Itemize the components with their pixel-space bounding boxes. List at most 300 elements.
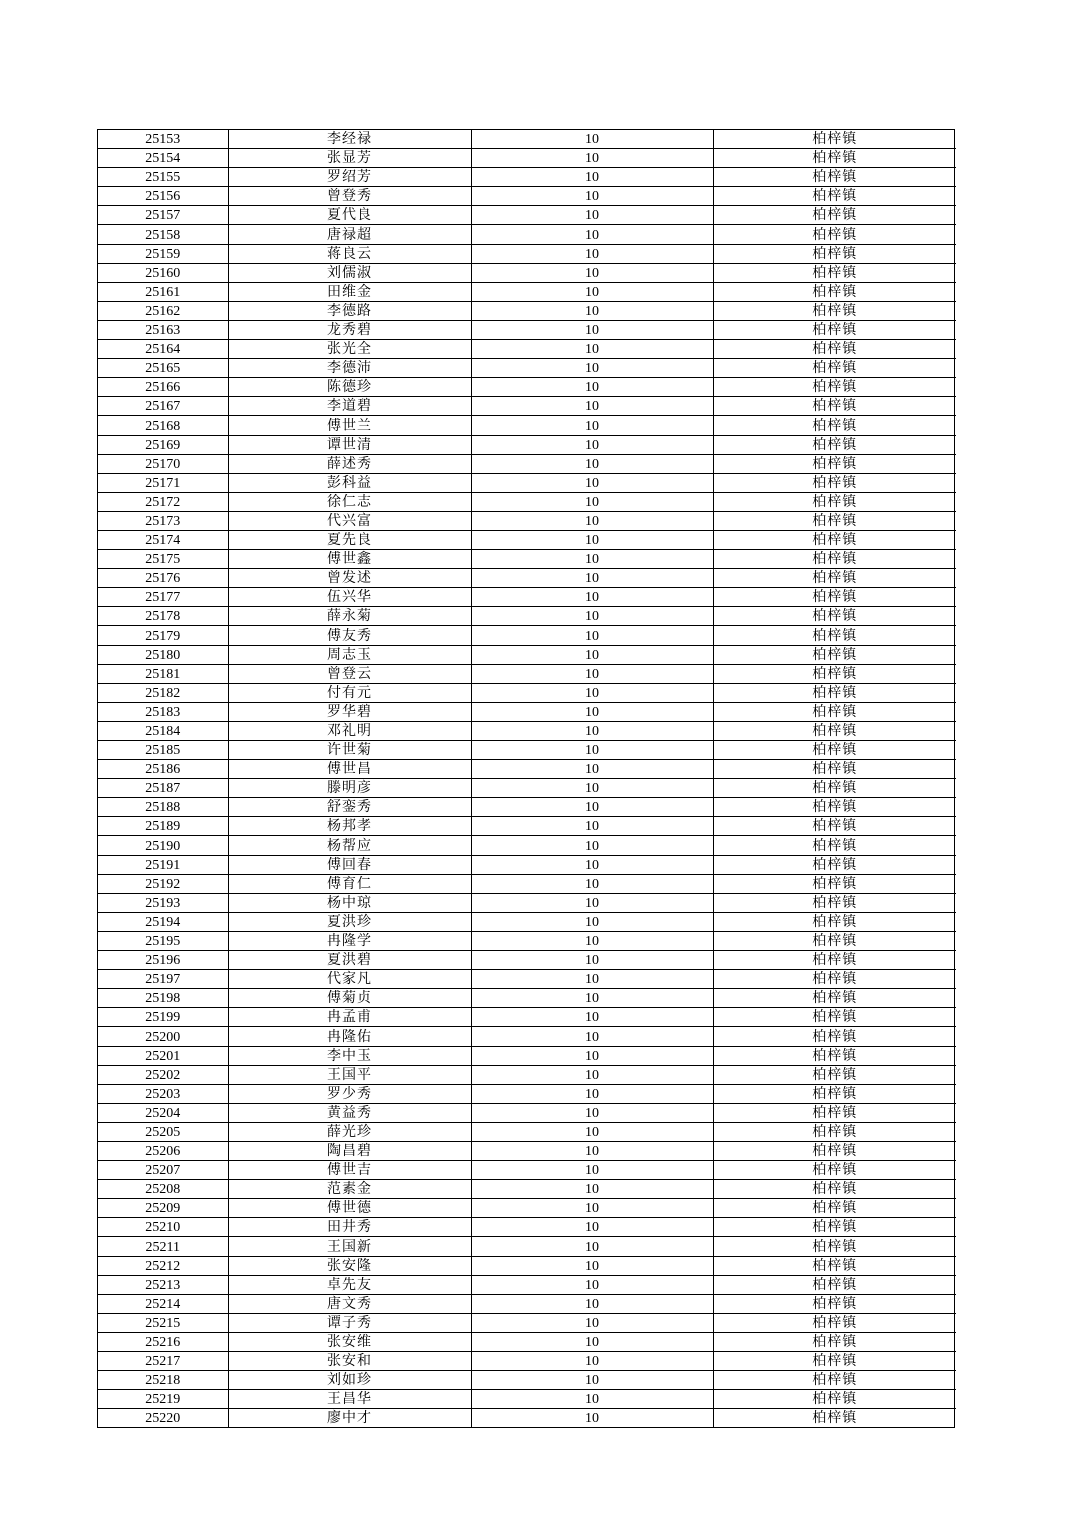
name-cell: 夏先良 bbox=[228, 530, 471, 549]
amount-cell: 10 bbox=[471, 225, 713, 244]
table-row bbox=[98, 1332, 956, 1351]
town-cell: 柏梓镇 bbox=[713, 1256, 956, 1275]
id-cell: 25194 bbox=[98, 912, 228, 931]
name-cell: 傅世德 bbox=[228, 1199, 471, 1218]
id-cell: 25212 bbox=[98, 1256, 228, 1275]
town-cell: 柏梓镇 bbox=[713, 1141, 956, 1160]
amount-cell: 10 bbox=[471, 1237, 713, 1256]
town-cell: 柏梓镇 bbox=[713, 989, 956, 1008]
table-row bbox=[98, 454, 956, 473]
amount-cell: 10 bbox=[471, 836, 713, 855]
table-row bbox=[98, 683, 956, 702]
amount-cell: 10 bbox=[471, 779, 713, 798]
id-cell: 25199 bbox=[98, 1008, 228, 1027]
name-cell: 付有元 bbox=[228, 683, 471, 702]
id-cell: 25171 bbox=[98, 473, 228, 492]
name-cell: 代兴富 bbox=[228, 511, 471, 530]
name-cell: 伍兴华 bbox=[228, 588, 471, 607]
id-cell: 25158 bbox=[98, 225, 228, 244]
id-cell: 25217 bbox=[98, 1352, 228, 1371]
town-cell: 柏梓镇 bbox=[713, 893, 956, 912]
name-cell: 李经禄 bbox=[228, 130, 471, 149]
name-cell: 许世菊 bbox=[228, 741, 471, 760]
amount-cell: 10 bbox=[471, 912, 713, 931]
town-cell: 柏梓镇 bbox=[713, 817, 956, 836]
town-cell: 柏梓镇 bbox=[713, 588, 956, 607]
amount-cell: 10 bbox=[471, 1275, 713, 1294]
amount-cell: 10 bbox=[471, 1371, 713, 1390]
amount-cell: 10 bbox=[471, 378, 713, 397]
amount-cell: 10 bbox=[471, 130, 713, 149]
town-cell: 柏梓镇 bbox=[812, 1411, 858, 1427]
town-cell: 柏梓镇 bbox=[713, 1027, 956, 1046]
name-cell: 唐禄超 bbox=[228, 225, 471, 244]
id-cell: 25174 bbox=[98, 530, 228, 549]
amount-cell: 10 bbox=[471, 1180, 713, 1199]
data-table-frame bbox=[97, 129, 955, 1428]
amount-cell: 10 bbox=[471, 1332, 713, 1351]
amount-cell: 10 bbox=[471, 951, 713, 970]
id-cell: 25219 bbox=[98, 1390, 228, 1409]
name-cell: 傅回春 bbox=[228, 855, 471, 874]
amount-cell: 10 bbox=[471, 550, 713, 569]
table-row bbox=[98, 1008, 956, 1027]
id-cell: 25180 bbox=[98, 645, 228, 664]
id-cell: 25161 bbox=[98, 282, 228, 301]
name-cell: 徐仁志 bbox=[228, 492, 471, 511]
table-row bbox=[98, 320, 956, 339]
table-row bbox=[98, 626, 956, 645]
id-cell: 25166 bbox=[98, 378, 228, 397]
id-cell: 25201 bbox=[98, 1046, 228, 1065]
town-cell: 柏梓镇 bbox=[713, 1161, 956, 1180]
amount-cell: 10 bbox=[471, 760, 713, 779]
table-row bbox=[98, 989, 956, 1008]
table-row bbox=[98, 244, 956, 263]
name-cell: 刘如珍 bbox=[228, 1371, 471, 1390]
name-cell: 罗少秀 bbox=[228, 1084, 471, 1103]
name-cell: 田井秀 bbox=[228, 1218, 471, 1237]
amount-cell: 10 bbox=[471, 970, 713, 989]
table-row bbox=[98, 1161, 956, 1180]
town-cell: 柏梓镇 bbox=[713, 149, 956, 168]
id-cell: 25198 bbox=[98, 989, 228, 1008]
amount-cell: 10 bbox=[471, 435, 713, 454]
id-cell: 25153 bbox=[98, 130, 228, 149]
table-row bbox=[98, 511, 956, 530]
id-cell: 25213 bbox=[98, 1275, 228, 1294]
name-cell: 夏洪珍 bbox=[228, 912, 471, 931]
id-cell: 25187 bbox=[98, 779, 228, 798]
town-cell: 柏梓镇 bbox=[713, 263, 956, 282]
town-cell: 柏梓镇 bbox=[713, 397, 956, 416]
id-cell: 25173 bbox=[98, 511, 228, 530]
table-row bbox=[98, 912, 956, 931]
id-cell: 25164 bbox=[98, 340, 228, 359]
amount-cell: 10 bbox=[471, 530, 713, 549]
amount-cell: 10 bbox=[471, 168, 713, 187]
name-cell: 罗华碧 bbox=[228, 702, 471, 721]
name-cell: 夏代良 bbox=[228, 206, 471, 225]
amount-cell: 10 bbox=[471, 416, 713, 435]
amount-cell: 10 bbox=[471, 1390, 713, 1409]
table-row bbox=[98, 1141, 956, 1160]
table-row bbox=[98, 931, 956, 950]
town-cell: 柏梓镇 bbox=[713, 225, 956, 244]
name-cell: 李德路 bbox=[228, 301, 471, 320]
id-cell: 25172 bbox=[98, 492, 228, 511]
name-cell: 王国平 bbox=[228, 1065, 471, 1084]
name-cell: 周志玉 bbox=[228, 645, 471, 664]
name-cell: 傅友秀 bbox=[228, 626, 471, 645]
amount-cell: 10 bbox=[471, 1352, 713, 1371]
amount-cell: 10 bbox=[471, 282, 713, 301]
table-row bbox=[98, 225, 956, 244]
name-cell: 谭世清 bbox=[228, 435, 471, 454]
town-cell: 柏梓镇 bbox=[713, 1313, 956, 1332]
amount-cell: 10 bbox=[471, 397, 713, 416]
table-row bbox=[98, 1199, 956, 1218]
id-cell: 25205 bbox=[98, 1122, 228, 1141]
amount-cell: 10 bbox=[471, 1199, 713, 1218]
id-cell: 25159 bbox=[98, 244, 228, 263]
id-cell: 25155 bbox=[98, 168, 228, 187]
name-cell: 陶昌碧 bbox=[228, 1141, 471, 1160]
town-cell: 柏梓镇 bbox=[713, 855, 956, 874]
name-cell: 李中玉 bbox=[228, 1046, 471, 1065]
table-row bbox=[98, 1256, 956, 1275]
amount-cell: 10 bbox=[471, 1027, 713, 1046]
name-cell: 张安和 bbox=[228, 1352, 471, 1371]
name-cell: 傅菊贞 bbox=[228, 989, 471, 1008]
town-cell: 柏梓镇 bbox=[713, 1371, 956, 1390]
amount-cell: 10 bbox=[471, 817, 713, 836]
id-cell: 25167 bbox=[98, 397, 228, 416]
table-row bbox=[98, 741, 956, 760]
name-cell: 黄益秀 bbox=[228, 1103, 471, 1122]
table-row bbox=[98, 1084, 956, 1103]
name-cell: 冉隆佑 bbox=[228, 1027, 471, 1046]
table-row bbox=[98, 569, 956, 588]
town-cell: 柏梓镇 bbox=[713, 779, 956, 798]
table-row bbox=[98, 1027, 956, 1046]
id-cell: 25191 bbox=[98, 855, 228, 874]
id-cell: 25168 bbox=[98, 416, 228, 435]
amount-cell: 10 bbox=[471, 340, 713, 359]
table-row bbox=[98, 416, 956, 435]
amount-cell: 10 bbox=[471, 301, 713, 320]
amount-cell: 10 bbox=[471, 1084, 713, 1103]
town-cell: 柏梓镇 bbox=[713, 912, 956, 931]
id-cell: 25189 bbox=[98, 817, 228, 836]
table-row bbox=[98, 1122, 956, 1141]
table-row bbox=[98, 397, 956, 416]
town-cell: 柏梓镇 bbox=[713, 760, 956, 779]
town-cell: 柏梓镇 bbox=[713, 550, 956, 569]
name-cell: 曾发述 bbox=[228, 569, 471, 588]
id-cell: 25196 bbox=[98, 951, 228, 970]
amount-cell: 10 bbox=[471, 1065, 713, 1084]
name-cell: 卓先友 bbox=[228, 1275, 471, 1294]
name-cell: 薛光珍 bbox=[228, 1122, 471, 1141]
town-cell: 柏梓镇 bbox=[713, 1218, 956, 1237]
id-cell: 25209 bbox=[98, 1199, 228, 1218]
town-cell: 柏梓镇 bbox=[713, 1103, 956, 1122]
name-cell: 代家凡 bbox=[228, 970, 471, 989]
town-cell: 柏梓镇 bbox=[713, 492, 956, 511]
amount-cell: 10 bbox=[471, 664, 713, 683]
id-cell: 25169 bbox=[98, 435, 228, 454]
town-cell: 柏梓镇 bbox=[713, 721, 956, 740]
amount-cell: 10 bbox=[471, 607, 713, 626]
amount-cell: 10 bbox=[471, 492, 713, 511]
id-cell: 25200 bbox=[98, 1027, 228, 1046]
name-cell: 傅世吉 bbox=[228, 1161, 471, 1180]
amount-cell: 10 bbox=[471, 1218, 713, 1237]
id-cell: 25197 bbox=[98, 970, 228, 989]
id-cell: 25178 bbox=[98, 607, 228, 626]
id-cell: 25208 bbox=[98, 1180, 228, 1199]
town-cell: 柏梓镇 bbox=[713, 378, 956, 397]
table-row bbox=[98, 473, 956, 492]
table-row bbox=[98, 149, 956, 168]
town-cell: 柏梓镇 bbox=[713, 1180, 956, 1199]
table-row bbox=[98, 1409, 956, 1428]
table-row bbox=[98, 187, 956, 206]
id-cell: 25156 bbox=[98, 187, 228, 206]
town-cell: 柏梓镇 bbox=[713, 1352, 956, 1371]
town-cell: 柏梓镇 bbox=[713, 416, 956, 435]
id-cell: 25162 bbox=[98, 301, 228, 320]
town-cell: 柏梓镇 bbox=[713, 530, 956, 549]
name-cell: 舒銮秀 bbox=[228, 798, 471, 817]
amount-cell: 10 bbox=[471, 206, 713, 225]
table-row bbox=[98, 1065, 956, 1084]
name-cell: 张显芳 bbox=[228, 149, 471, 168]
amount-cell: 10 bbox=[471, 931, 713, 950]
id-cell: 25182 bbox=[98, 683, 228, 702]
id-cell: 25204 bbox=[98, 1103, 228, 1122]
name-cell: 范素金 bbox=[228, 1180, 471, 1199]
table-row bbox=[98, 874, 956, 893]
name-cell: 李德沛 bbox=[228, 359, 471, 378]
amount-cell: 10 bbox=[471, 569, 713, 588]
amount-cell: 10 bbox=[471, 454, 713, 473]
id-cell: 25177 bbox=[98, 588, 228, 607]
town-cell: 柏梓镇 bbox=[713, 454, 956, 473]
table-row bbox=[98, 1046, 956, 1065]
name-cell: 滕明彦 bbox=[228, 779, 471, 798]
town-cell: 柏梓镇 bbox=[713, 626, 956, 645]
name-cell: 唐文秀 bbox=[228, 1294, 471, 1313]
id-cell: 25203 bbox=[98, 1084, 228, 1103]
town-cell: 柏梓镇 bbox=[713, 1008, 956, 1027]
table-row bbox=[98, 798, 956, 817]
town-cell: 柏梓镇 bbox=[713, 1237, 956, 1256]
amount-cell: 10 bbox=[471, 1122, 713, 1141]
data-table bbox=[98, 130, 956, 1427]
amount-cell: 10 bbox=[471, 1161, 713, 1180]
table-row bbox=[98, 1275, 956, 1294]
table-row bbox=[98, 645, 956, 664]
id-cell: 25220 bbox=[98, 1409, 228, 1428]
name-cell: 傅世鑫 bbox=[228, 550, 471, 569]
table-row bbox=[98, 721, 956, 740]
table-row bbox=[98, 1237, 956, 1256]
amount-cell: 10 bbox=[471, 149, 713, 168]
id-cell: 25179 bbox=[98, 626, 228, 645]
table-row bbox=[98, 359, 956, 378]
town-cell: 柏梓镇 bbox=[713, 1046, 956, 1065]
table-row bbox=[98, 435, 956, 454]
id-cell: 25186 bbox=[98, 760, 228, 779]
town-cell: 柏梓镇 bbox=[713, 1332, 956, 1351]
id-cell: 25176 bbox=[98, 569, 228, 588]
town-cell: 柏梓镇 bbox=[713, 320, 956, 339]
table-row bbox=[98, 282, 956, 301]
amount-cell: 10 bbox=[471, 473, 713, 492]
name-cell: 李道碧 bbox=[228, 397, 471, 416]
table-row bbox=[98, 760, 956, 779]
name-cell: 廖中才 bbox=[228, 1409, 471, 1428]
name-cell: 刘儒淑 bbox=[228, 263, 471, 282]
table-row bbox=[98, 855, 956, 874]
town-cell: 柏梓镇 bbox=[713, 607, 956, 626]
amount-cell: 10 bbox=[471, 1256, 713, 1275]
table-row bbox=[98, 1352, 956, 1371]
amount-cell: 10 bbox=[471, 263, 713, 282]
town-cell: 柏梓镇 bbox=[713, 1122, 956, 1141]
amount-cell: 10 bbox=[471, 588, 713, 607]
name-cell: 王国新 bbox=[228, 1237, 471, 1256]
id-cell: 25192 bbox=[98, 874, 228, 893]
town-cell: 柏梓镇 bbox=[713, 702, 956, 721]
town-cell: 柏梓镇 bbox=[713, 874, 956, 893]
town-cell: 柏梓镇 bbox=[713, 1084, 956, 1103]
amount-cell: 10 bbox=[471, 893, 713, 912]
amount-cell: 10 bbox=[471, 702, 713, 721]
amount-cell: 10 bbox=[471, 359, 713, 378]
name-cell: 张安维 bbox=[228, 1332, 471, 1351]
name-cell: 陈德珍 bbox=[228, 378, 471, 397]
id-cell: 25214 bbox=[98, 1294, 228, 1313]
name-cell: 张安隆 bbox=[228, 1256, 471, 1275]
id-cell: 25170 bbox=[98, 454, 228, 473]
town-cell: 柏梓镇 bbox=[713, 683, 956, 702]
id-cell: 25184 bbox=[98, 721, 228, 740]
name-cell: 张光全 bbox=[228, 340, 471, 359]
amount-cell: 10 bbox=[471, 874, 713, 893]
amount-cell: 10 bbox=[471, 320, 713, 339]
amount-cell: 10 bbox=[471, 1313, 713, 1332]
name-cell: 冉孟甫 bbox=[228, 1008, 471, 1027]
town-cell: 柏梓镇 bbox=[713, 1275, 956, 1294]
table-row bbox=[98, 817, 956, 836]
id-cell: 25154 bbox=[98, 149, 228, 168]
table-row bbox=[98, 1390, 956, 1409]
id-cell: 25206 bbox=[98, 1141, 228, 1160]
town-cell: 柏梓镇 bbox=[713, 187, 956, 206]
table-row bbox=[98, 836, 956, 855]
amount-cell: 10 bbox=[471, 187, 713, 206]
name-cell: 薛永菊 bbox=[228, 607, 471, 626]
name-cell: 田维金 bbox=[228, 282, 471, 301]
name-cell: 冉隆学 bbox=[228, 931, 471, 950]
amount-cell: 10 bbox=[471, 989, 713, 1008]
amount-cell: 10 bbox=[471, 1046, 713, 1065]
id-cell: 25181 bbox=[98, 664, 228, 683]
name-cell: 傅世昌 bbox=[228, 760, 471, 779]
table-row bbox=[98, 779, 956, 798]
town-cell: 柏梓镇 bbox=[713, 282, 956, 301]
amount-cell: 10 bbox=[471, 626, 713, 645]
name-cell: 彭科益 bbox=[228, 473, 471, 492]
id-cell: 25215 bbox=[98, 1313, 228, 1332]
table-row bbox=[98, 1371, 956, 1390]
amount-cell: 10 bbox=[471, 1141, 713, 1160]
id-cell: 25163 bbox=[98, 320, 228, 339]
table-row bbox=[98, 206, 956, 225]
id-cell: 25185 bbox=[98, 741, 228, 760]
id-cell: 25193 bbox=[98, 893, 228, 912]
table-row bbox=[98, 702, 956, 721]
id-cell: 25216 bbox=[98, 1332, 228, 1351]
name-cell: 杨邦孝 bbox=[228, 817, 471, 836]
name-cell: 罗绍芳 bbox=[228, 168, 471, 187]
amount-cell: 10 bbox=[471, 244, 713, 263]
amount-cell: 10 bbox=[471, 645, 713, 664]
town-cell: 柏梓镇 bbox=[713, 244, 956, 263]
amount-cell: 10 bbox=[471, 511, 713, 530]
town-cell: 柏梓镇 bbox=[713, 664, 956, 683]
table-row bbox=[98, 340, 956, 359]
town-cell: 柏梓镇 bbox=[713, 359, 956, 378]
amount-cell: 10 bbox=[471, 1008, 713, 1027]
id-cell: 25207 bbox=[98, 1161, 228, 1180]
town-cell: 柏梓镇 bbox=[713, 340, 956, 359]
id-cell: 25165 bbox=[98, 359, 228, 378]
amount-cell: 10 bbox=[471, 741, 713, 760]
table-row bbox=[98, 607, 956, 626]
id-cell: 25211 bbox=[98, 1237, 228, 1256]
town-cell: 柏梓镇 bbox=[713, 473, 956, 492]
town-cell: 柏梓镇 bbox=[713, 206, 956, 225]
id-cell: 25188 bbox=[98, 798, 228, 817]
town-cell: 柏梓镇 bbox=[713, 836, 956, 855]
name-cell: 傅育仁 bbox=[228, 874, 471, 893]
id-cell: 25218 bbox=[98, 1371, 228, 1390]
id-cell: 25183 bbox=[98, 702, 228, 721]
table-row bbox=[98, 1218, 956, 1237]
town-cell: 柏梓镇 bbox=[713, 130, 956, 149]
table-row bbox=[98, 168, 956, 187]
town-cell: 柏梓镇 bbox=[713, 970, 956, 989]
id-cell: 25160 bbox=[98, 263, 228, 282]
table-row bbox=[98, 588, 956, 607]
table-row bbox=[98, 1313, 956, 1332]
name-cell: 蒋良云 bbox=[228, 244, 471, 263]
town-cell: 柏梓镇 bbox=[713, 435, 956, 454]
table-body bbox=[98, 130, 956, 1427]
town-cell: 柏梓镇 bbox=[713, 569, 956, 588]
id-cell: 25157 bbox=[98, 206, 228, 225]
town-cell: 柏梓镇 bbox=[713, 741, 956, 760]
table-row bbox=[98, 970, 956, 989]
name-cell: 谭子秀 bbox=[228, 1313, 471, 1332]
town-cell: 柏梓镇 bbox=[713, 1199, 956, 1218]
name-cell: 曾登云 bbox=[228, 664, 471, 683]
table-row bbox=[98, 550, 956, 569]
